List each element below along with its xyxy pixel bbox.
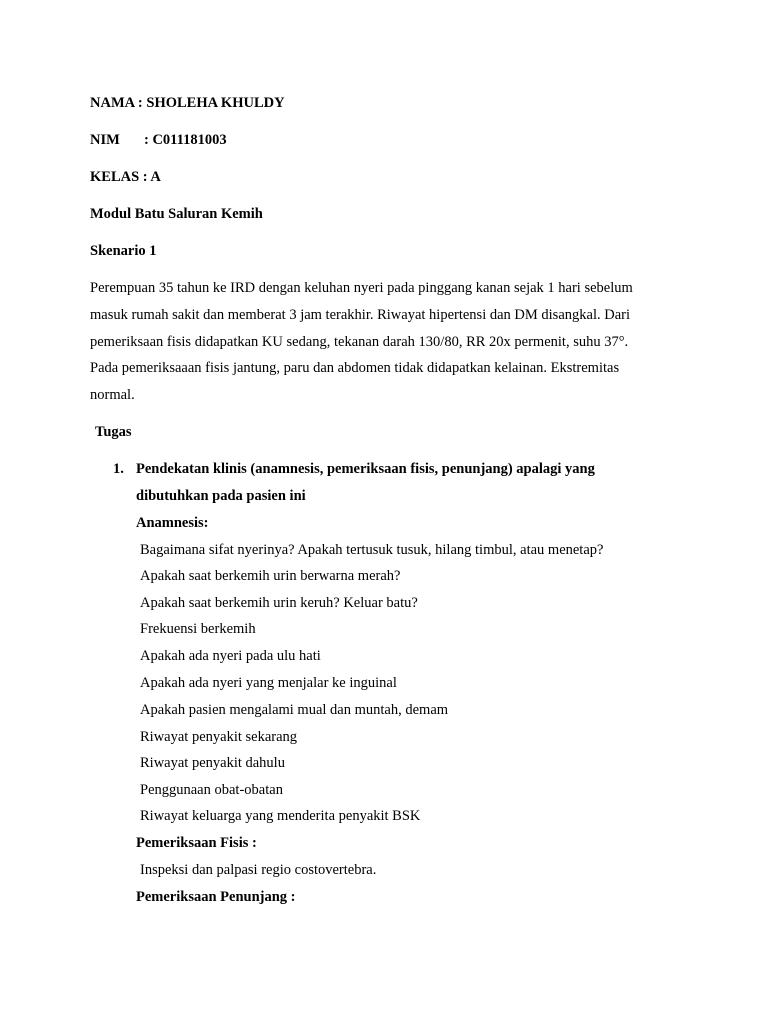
physical-exam-item: Inspeksi dan palpasi regio costovertebra. xyxy=(140,862,377,878)
student-class: KELAS : A xyxy=(90,169,161,185)
scenario-line: Perempuan 35 tahun ke IRD dengan keluhan nyeri pada pinggang kanan sejak 1 hari sebelum xyxy=(90,280,633,296)
anamnesis-item: Riwayat penyakit dahulu xyxy=(140,755,285,771)
anamnesis-item: Frekuensi berkemih xyxy=(140,621,256,637)
anamnesis-item: Apakah ada nyeri yang menjalar ke inguinal xyxy=(140,675,397,691)
physical-exam-heading: Pemeriksaan Fisis : xyxy=(136,835,257,851)
student-nim-value: : C011181003 xyxy=(144,132,227,148)
anamnesis-item: Penggunaan obat-obatan xyxy=(140,782,283,798)
anamnesis-item: Riwayat penyakit sekarang xyxy=(140,729,298,745)
task-line: dibutuhkan pada pasien ini xyxy=(136,488,306,504)
student-name: NAMA : SHOLEHA KHULDY xyxy=(90,95,285,111)
anamnesis-heading: Anamnesis: xyxy=(136,515,209,531)
anamnesis-item: Apakah saat berkemih urin keruh? Keluar batu? xyxy=(140,595,418,611)
task-number: 1. xyxy=(113,461,124,477)
scenario-line: normal. xyxy=(90,387,135,403)
module-title: Modul Batu Saluran Kemih xyxy=(90,206,263,222)
anamnesis-item: Bagaimana sifat nyerinya? Apakah tertusuk tusuk, hilang timbul, atau menetap? xyxy=(140,542,604,558)
supporting-exam-heading: Pemeriksaan Penunjang : xyxy=(136,889,296,905)
tugas-title: Tugas xyxy=(95,424,132,440)
scenario-title: Skenario 1 xyxy=(90,243,157,259)
anamnesis-item: Apakah pasien mengalami mual dan muntah, demam xyxy=(140,702,449,718)
anamnesis-item: Apakah saat berkemih urin berwarna merah? xyxy=(140,568,401,584)
task-line: Pendekatan klinis (anamnesis, pemeriksaan fisis, penunjang) apalagi yang xyxy=(136,461,595,477)
student-nim-label: NIM xyxy=(90,132,120,148)
scenario-line: Pada pemeriksaaan fisis jantung, paru dan abdomen tidak didapatkan kelainan. Ekstremitas xyxy=(90,360,620,376)
scenario-line: masuk rumah sakit dan memberat 3 jam terakhir. Riwayat hipertensi dan DM disangkal. Dari xyxy=(90,307,630,323)
anamnesis-item: Apakah ada nyeri pada ulu hati xyxy=(140,648,321,664)
scenario-line: pemeriksaan fisis didapatkan KU sedang, tekanan darah 130/80, RR 20x permenit, suhu 37°. xyxy=(90,334,629,350)
anamnesis-item: Riwayat keluarga yang menderita penyakit BSK xyxy=(140,808,421,824)
